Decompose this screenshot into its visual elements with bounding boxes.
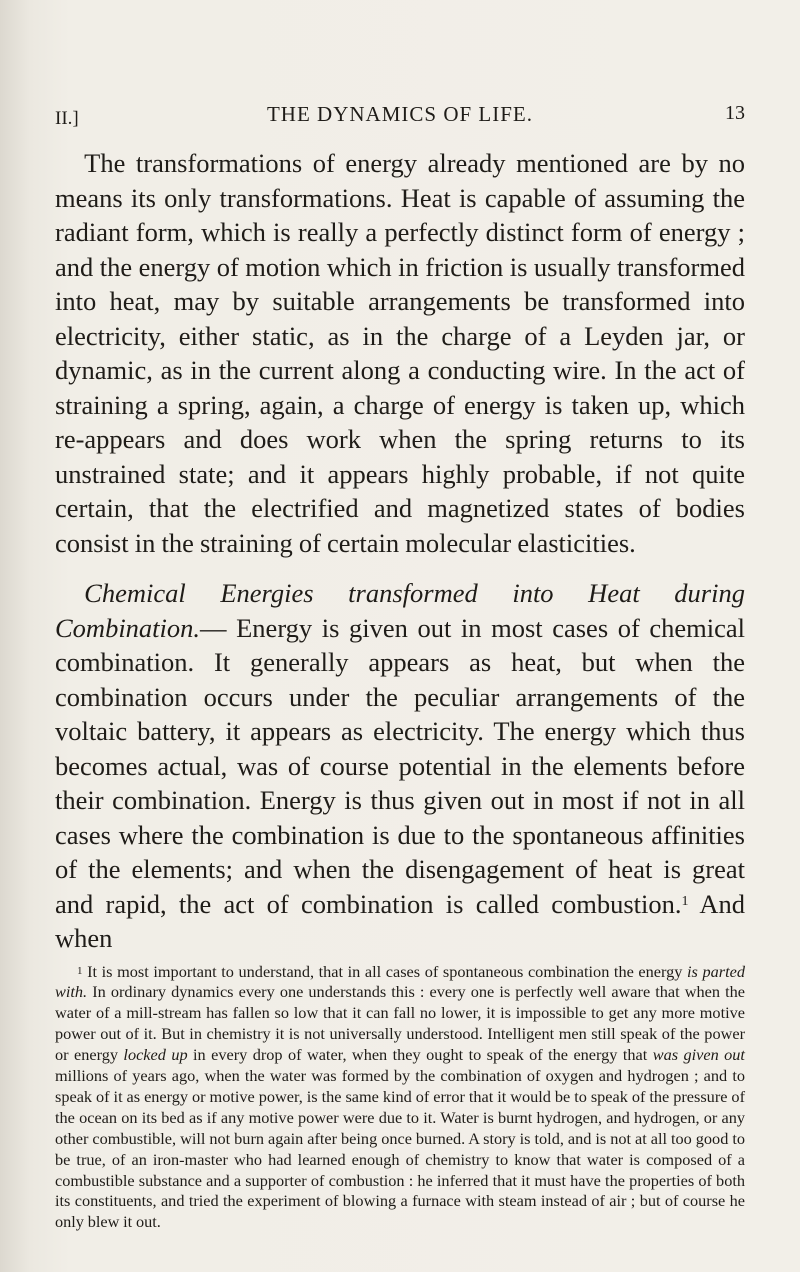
footnote-text-3: in every drop of water, when they ought to speak of the energy that: [193, 1045, 648, 1065]
page-number: 13: [725, 102, 745, 124]
paragraph-transformations: The transformations of energy already mentioned are by no means its only transformations. Heat is capable of assuming the radiant form, which is really a perfectly distinct form of energy ; and the energy of motion which in friction is usually transformed into heat, may by suitable arrangements be transformed into electricity, either static, as in the charge of a Leyden jar, or dynamic, as in the current along a conducting wire. In the act of straining a spring, again, a charge of energy is taken up, which re-appears and does work when the spring returns to its unstrained state; and it appears highly probable, if not quite certain, that the electrified and magnetized states of bodies consist in the straining of certain molecular elasticities.: [55, 148, 745, 558]
page-header: [55, 102, 745, 132]
section-title: Chemical Energies transformed into Heat during Combination.: [55, 578, 745, 643]
footnote-emphasis-1: is parted with.: [55, 961, 745, 1002]
footnote-text-1: It is most important to understand, that in all cases of spontaneous combination the energy: [87, 961, 683, 981]
footnote-text-4: millions of years ago, when the water was formed by the combination of oxygen and hydrogen ; and to speak of it as energy or motive power, is the same kind of error that it would be to speak of the pressure of the ocean on its bed as if any motive power were due to it. Water is burnt hydrogen, and hydrogen, or any other combustible, will not burn again after being once burned. A story is told, and is not at all too good to be true, of an iron-master who had learned enough of chemistry to know that water is composed of a combustible substance and a supporter of combustion : he inferred that it must have the properties of both its constituents, and tried the experiment of blowing a furnace with steam instead of air ; but of course he only blew it out.: [55, 1066, 745, 1232]
footnote-reference: 1: [681, 893, 689, 909]
page-body: [55, 146, 745, 1250]
footnote-emphasis-2: locked up: [123, 1045, 188, 1065]
paragraph-chemical-energies: [55, 576, 745, 956]
paragraph-text: Energy is given out in most cases of chemical combination. It generally appears as heat, but when the combination occurs under the peculiar arrangements of the voltaic battery, it appears as electricity. The energy which thus becomes actual, was of course potential in the elements before their combination. Energy is thus given out in most if not in all cases where the combination is due to the spontaneous affinities of the elements; and when the disengagement of heat is great and rapid, the act of combination is called combustion.: [55, 612, 746, 919]
chapter-marker: II.]: [55, 108, 79, 129]
paragraph-text-continued: And when: [55, 888, 745, 953]
footnote: [55, 962, 745, 1234]
running-title: THE DYNAMICS OF LIFE.: [266, 102, 533, 126]
section-dash: —: [200, 612, 227, 643]
footnote-emphasis-3: was given out: [652, 1045, 745, 1065]
footnote-text-2: In ordinary dynamics every one understands this : every one is perfectly well aware that when the water of a mill-stream has fallen so low that it can fall no lower, it is impossible to get any more motive power out of it. But in chemistry it is not universally understood. Intelligent men still speak of the power or energy: [55, 982, 745, 1065]
footnote-marker: 1: [77, 964, 83, 977]
